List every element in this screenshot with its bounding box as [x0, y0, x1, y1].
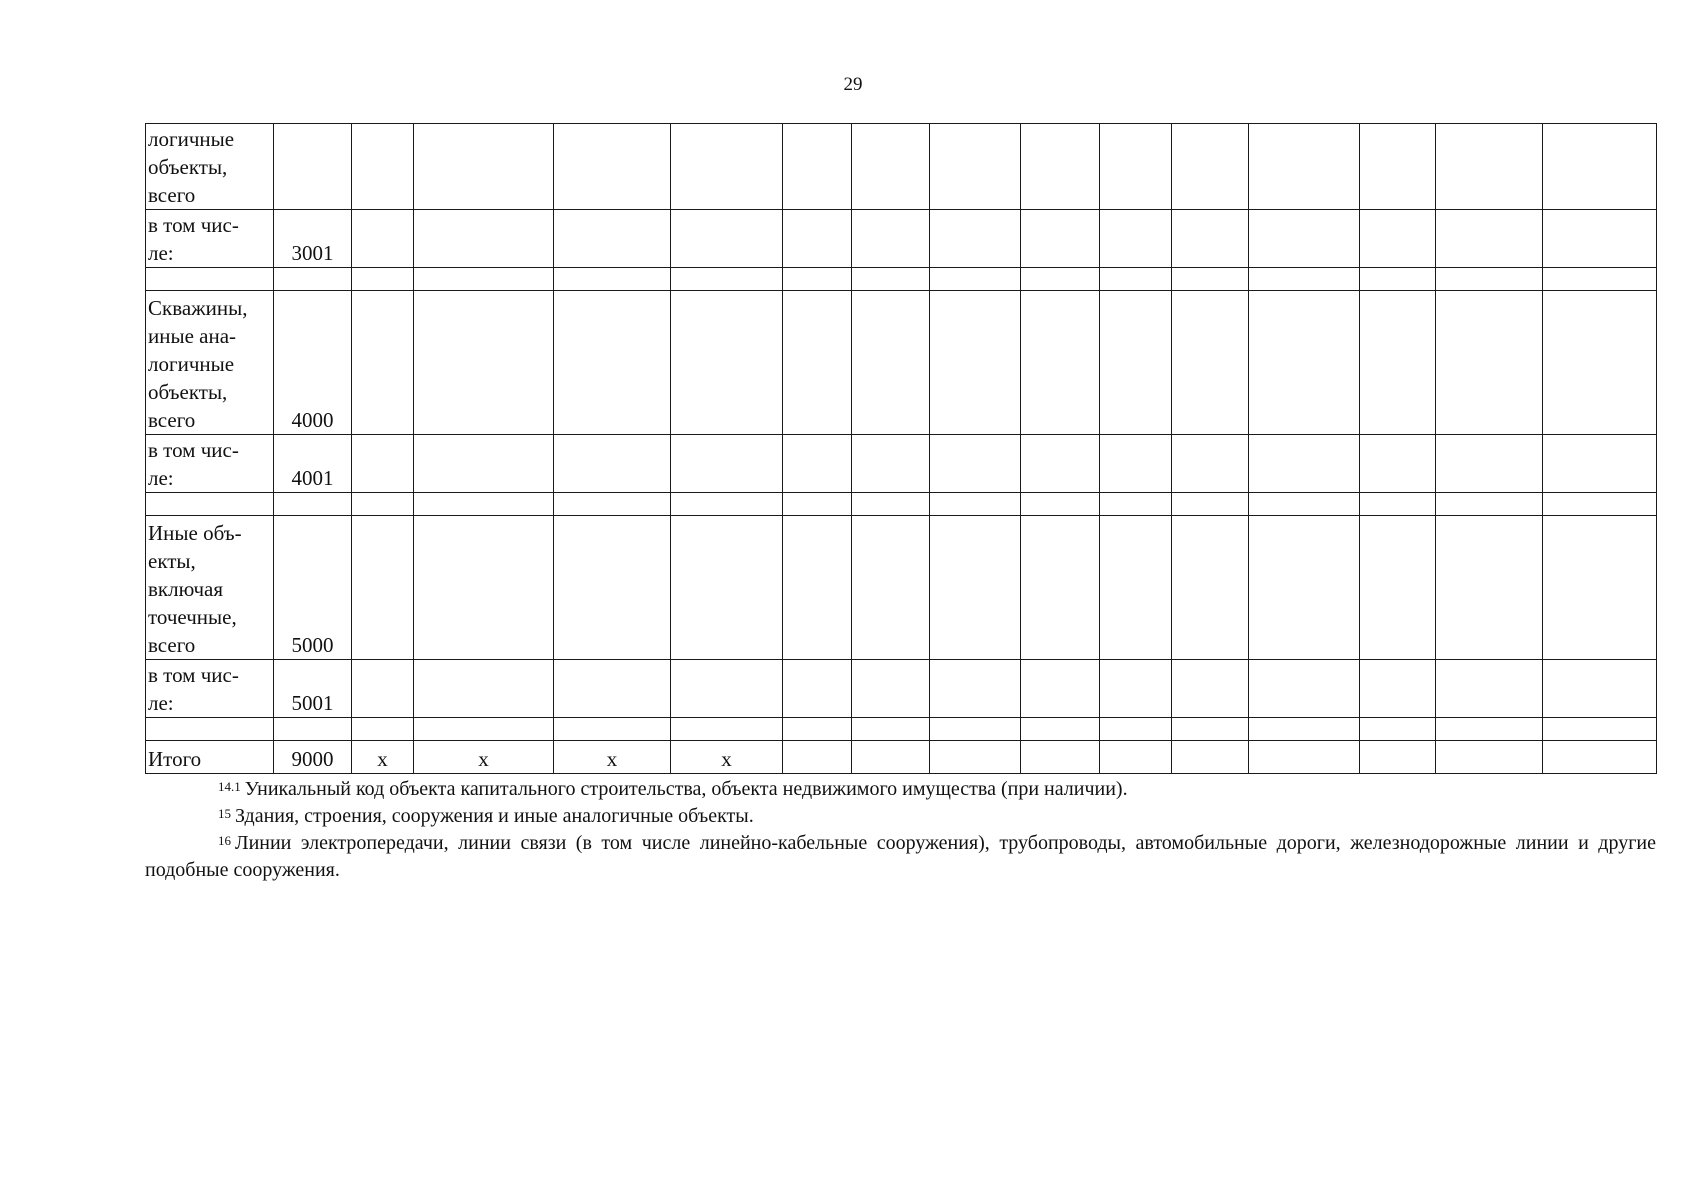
empty-cell: [414, 210, 554, 268]
empty-cell: [1172, 660, 1249, 718]
empty-cell: [554, 435, 671, 493]
empty-cell: [1100, 210, 1172, 268]
table-row: [146, 268, 1657, 291]
table-row: [146, 741, 1657, 774]
empty-cell: [554, 124, 671, 210]
empty-cell: [1436, 124, 1543, 210]
empty-cell: [1543, 435, 1657, 493]
empty-cell: [852, 210, 930, 268]
footnote: [145, 803, 1656, 830]
x-mark: x: [554, 741, 671, 774]
empty-cell: [783, 210, 852, 268]
empty-cell: [783, 516, 852, 660]
empty-cell: [1021, 210, 1100, 268]
empty-cell: [1100, 516, 1172, 660]
empty-cell: [930, 210, 1021, 268]
empty-cell: [1249, 516, 1360, 660]
page-number: 29: [843, 74, 863, 95]
empty-cell: [930, 435, 1021, 493]
empty-cell: [1021, 660, 1100, 718]
table-row: [146, 291, 1657, 435]
empty-cell: [1100, 124, 1172, 210]
empty-cell: [554, 210, 671, 268]
row-code: 9000: [274, 741, 352, 774]
empty-cell: [554, 718, 671, 741]
empty-cell: [783, 718, 852, 741]
row-code: 4000: [274, 291, 352, 435]
empty-cell: [1021, 516, 1100, 660]
empty-cell: [1360, 718, 1436, 741]
empty-cell: [1021, 268, 1100, 291]
footnotes: [145, 776, 1656, 884]
empty-cell: [554, 660, 671, 718]
empty-cell: [671, 268, 783, 291]
row-code: [274, 268, 352, 291]
table-row: [146, 660, 1657, 718]
empty-cell: [1021, 124, 1100, 210]
empty-cell: [1172, 124, 1249, 210]
empty-cell: [1249, 493, 1360, 516]
empty-cell: [783, 124, 852, 210]
empty-cell: [352, 516, 414, 660]
row-code: 4001: [274, 435, 352, 493]
empty-cell: [414, 516, 554, 660]
empty-cell: [783, 291, 852, 435]
empty-cell: [1249, 741, 1360, 774]
footnote-mark: 14.1: [218, 779, 241, 794]
empty-cell: [852, 124, 930, 210]
row-label: Иные объ- екты, включая точечные, всего: [146, 516, 274, 660]
empty-cell: [783, 493, 852, 516]
empty-cell: [852, 435, 930, 493]
empty-cell: [1172, 516, 1249, 660]
footnote-mark: 15: [218, 806, 231, 821]
empty-cell: [414, 493, 554, 516]
x-mark: x: [414, 741, 554, 774]
empty-cell: [852, 493, 930, 516]
empty-cell: [1360, 741, 1436, 774]
empty-cell: [1100, 291, 1172, 435]
empty-cell: [1436, 741, 1543, 774]
empty-cell: [852, 660, 930, 718]
empty-cell: [671, 124, 783, 210]
empty-cell: [930, 291, 1021, 435]
empty-cell: [852, 291, 930, 435]
footnote: [145, 776, 1656, 803]
empty-cell: [1360, 435, 1436, 493]
empty-cell: [671, 435, 783, 493]
empty-cell: [1360, 210, 1436, 268]
table-row: [146, 435, 1657, 493]
row-label: логичные объекты, всего: [146, 124, 274, 210]
empty-cell: [1021, 741, 1100, 774]
empty-cell: [1172, 291, 1249, 435]
empty-cell: [852, 516, 930, 660]
empty-cell: [852, 741, 930, 774]
empty-cell: [352, 291, 414, 435]
x-mark: x: [671, 741, 783, 774]
empty-cell: [1249, 268, 1360, 291]
empty-cell: [1436, 210, 1543, 268]
empty-cell: [414, 268, 554, 291]
empty-cell: [1543, 660, 1657, 718]
row-code: [274, 493, 352, 516]
footnote-mark: 16: [218, 833, 231, 848]
empty-cell: [1543, 124, 1657, 210]
empty-cell: [1021, 493, 1100, 516]
empty-cell: [1172, 493, 1249, 516]
data-table: [145, 123, 1657, 774]
empty-cell: [930, 268, 1021, 291]
row-code: [274, 718, 352, 741]
row-code: 3001: [274, 210, 352, 268]
empty-cell: [671, 660, 783, 718]
empty-cell: [1249, 660, 1360, 718]
empty-cell: [352, 718, 414, 741]
empty-cell: [352, 493, 414, 516]
empty-cell: [783, 741, 852, 774]
empty-cell: [414, 124, 554, 210]
empty-cell: [1100, 718, 1172, 741]
row-label: в том чис- ле:: [146, 435, 274, 493]
empty-cell: [414, 660, 554, 718]
empty-cell: [1172, 268, 1249, 291]
row-label: [146, 268, 274, 291]
empty-cell: [1360, 660, 1436, 718]
empty-cell: [1249, 210, 1360, 268]
empty-cell: [352, 210, 414, 268]
empty-cell: [352, 268, 414, 291]
empty-cell: [1436, 660, 1543, 718]
empty-cell: [1249, 291, 1360, 435]
empty-cell: [1436, 718, 1543, 741]
empty-cell: [1100, 493, 1172, 516]
empty-cell: [1360, 268, 1436, 291]
empty-cell: [414, 435, 554, 493]
empty-cell: [671, 516, 783, 660]
empty-cell: [352, 435, 414, 493]
empty-cell: [1543, 210, 1657, 268]
footnote-text: Здания, строения, сооружения и иные аналогичные объекты.: [235, 805, 754, 827]
empty-cell: [1249, 124, 1360, 210]
empty-cell: [1172, 435, 1249, 493]
row-label: [146, 493, 274, 516]
row-code: 5001: [274, 660, 352, 718]
empty-cell: [1021, 718, 1100, 741]
empty-cell: [414, 291, 554, 435]
row-label: Скважины, иные ана- логичные объекты, всего: [146, 291, 274, 435]
empty-cell: [1360, 124, 1436, 210]
empty-cell: [352, 124, 414, 210]
empty-cell: [1100, 660, 1172, 718]
empty-cell: [783, 435, 852, 493]
empty-cell: [783, 268, 852, 291]
empty-cell: [1543, 516, 1657, 660]
empty-cell: [930, 516, 1021, 660]
table-row: [146, 493, 1657, 516]
empty-cell: [1172, 718, 1249, 741]
empty-cell: [1436, 268, 1543, 291]
empty-cell: [414, 718, 554, 741]
table-row: [146, 210, 1657, 268]
empty-cell: [930, 124, 1021, 210]
empty-cell: [1543, 718, 1657, 741]
empty-cell: [1021, 291, 1100, 435]
empty-cell: [1021, 435, 1100, 493]
empty-cell: [930, 660, 1021, 718]
row-label: в том чис- ле:: [146, 660, 274, 718]
empty-cell: [1543, 741, 1657, 774]
empty-cell: [554, 516, 671, 660]
empty-cell: [1360, 516, 1436, 660]
empty-cell: [930, 718, 1021, 741]
empty-cell: [671, 291, 783, 435]
empty-cell: [1436, 493, 1543, 516]
empty-cell: [852, 268, 930, 291]
footnote: [145, 830, 1656, 884]
row-label: [146, 718, 274, 741]
row-label: Итого: [146, 741, 274, 774]
row-label: в том чис- ле:: [146, 210, 274, 268]
footnote-text: Линии электропередачи, линии связи (в том числе линейно-кабельные сооружения), трубопроводы, автомобильные дороги, железнодорожные линии и другие подобные сооружения.: [145, 832, 1656, 881]
empty-cell: [1543, 291, 1657, 435]
empty-cell: [1100, 741, 1172, 774]
empty-cell: [852, 718, 930, 741]
empty-cell: [1543, 493, 1657, 516]
x-mark: x: [352, 741, 414, 774]
empty-cell: [1172, 741, 1249, 774]
empty-cell: [1100, 435, 1172, 493]
empty-cell: [783, 660, 852, 718]
empty-cell: [554, 493, 671, 516]
empty-cell: [554, 291, 671, 435]
empty-cell: [671, 493, 783, 516]
row-code: 5000: [274, 516, 352, 660]
empty-cell: [1360, 493, 1436, 516]
empty-cell: [554, 268, 671, 291]
empty-cell: [1436, 291, 1543, 435]
table-row: [146, 718, 1657, 741]
empty-cell: [671, 210, 783, 268]
footnote-text: Уникальный код объекта капитального строительства, объекта недвижимого имущества (при наличии).: [244, 778, 1128, 800]
empty-cell: [352, 660, 414, 718]
empty-cell: [1100, 268, 1172, 291]
empty-cell: [1436, 435, 1543, 493]
empty-cell: [930, 493, 1021, 516]
empty-cell: [671, 718, 783, 741]
empty-cell: [1543, 268, 1657, 291]
row-code: [274, 124, 352, 210]
empty-cell: [1249, 435, 1360, 493]
empty-cell: [1249, 718, 1360, 741]
empty-cell: [1360, 291, 1436, 435]
empty-cell: [1436, 516, 1543, 660]
table-row: [146, 124, 1657, 210]
table-row: [146, 516, 1657, 660]
empty-cell: [1172, 210, 1249, 268]
empty-cell: [930, 741, 1021, 774]
